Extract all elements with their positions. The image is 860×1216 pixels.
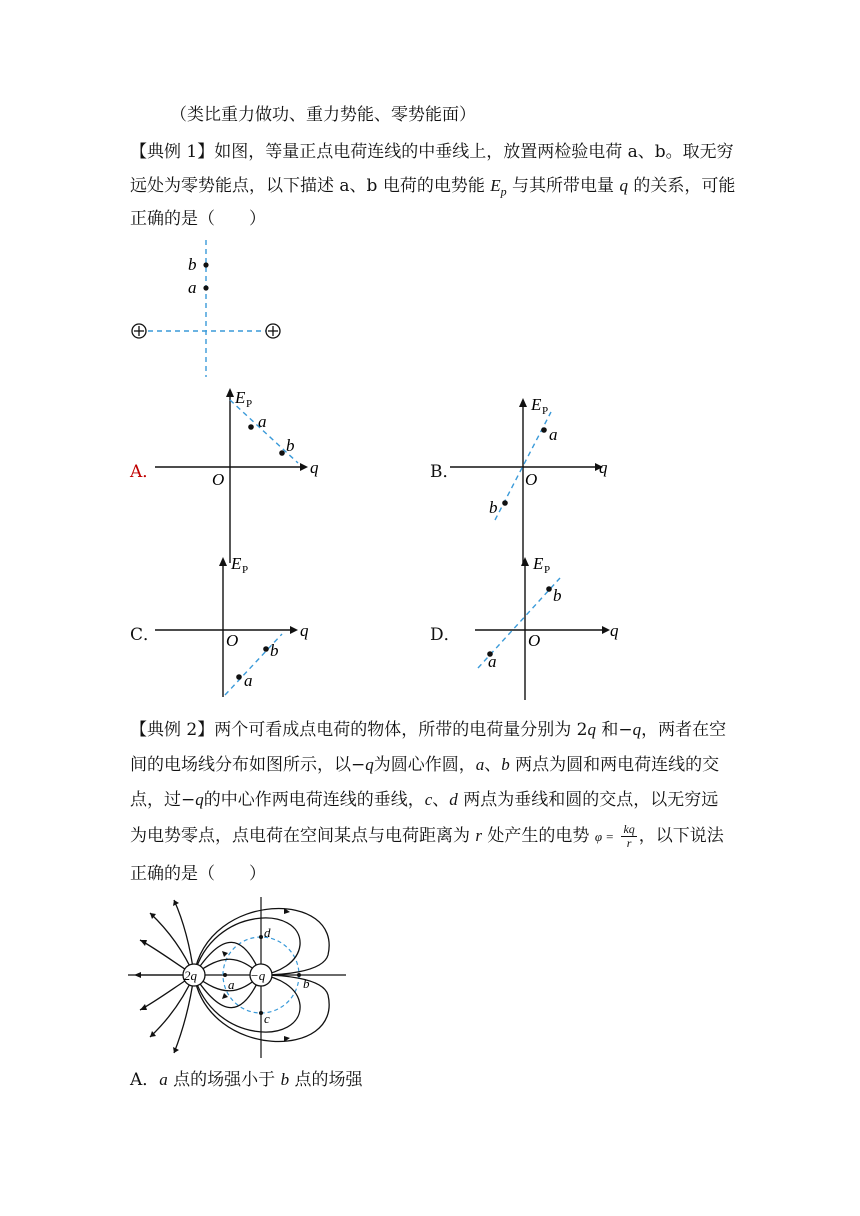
svg-text:b: b: [553, 586, 562, 605]
ex1-line3: 正确的是（ ）: [130, 209, 266, 229]
svg-text:E: E: [533, 554, 544, 573]
label-a: a: [188, 278, 197, 297]
svg-text:c: c: [264, 1011, 270, 1026]
ex2-field-figure: [128, 895, 348, 1060]
svg-text:P: P: [544, 564, 551, 576]
svg-text:q: q: [599, 458, 608, 477]
svg-text:a: a: [228, 977, 235, 992]
svg-text:b: b: [270, 641, 279, 660]
option-a-graph: [150, 385, 340, 565]
ex2-line3: 点，过−q的中心作两电荷连线的垂线，c、d 两点为垂线和圆的交点，以无穷远: [130, 790, 719, 810]
svg-text:P: P: [246, 398, 253, 410]
svg-text:a: a: [244, 671, 253, 690]
svg-text:P: P: [542, 405, 549, 417]
svg-text:E: E: [531, 395, 542, 414]
option-d-label: D．: [430, 625, 461, 645]
ex1-line1: 【典例 1】如图，等量正点电荷连线的中垂线上，放置两检验电荷 a、b。取无穷: [130, 142, 734, 162]
intro-line: （类比重力做功、重力势能、零势能面）: [170, 105, 476, 125]
option-c-graph: [150, 552, 340, 702]
svg-text:q: q: [310, 458, 319, 477]
option-b-graph: [445, 385, 635, 565]
svg-text:b: b: [303, 976, 310, 991]
ex2-line4: 为电势零点，点电荷在空间某点与电荷距离为 r 处产生的电势 φ = $\frac{kq}{r}$ ，以下说法: [130, 822, 724, 850]
svg-text:O: O: [525, 470, 538, 489]
svg-text:−q: −q: [250, 968, 266, 983]
svg-text:b: b: [489, 498, 498, 517]
svg-text:E: E: [231, 554, 242, 573]
svg-text:q: q: [300, 621, 309, 640]
svg-text:b: b: [286, 436, 295, 455]
svg-text:a: a: [488, 652, 497, 671]
svg-text:O: O: [528, 631, 541, 650]
svg-text:a: a: [258, 412, 267, 431]
option-d-graph: [470, 552, 640, 702]
svg-text:O: O: [226, 631, 239, 650]
svg-text:a: a: [549, 425, 558, 444]
point-b: [203, 262, 208, 267]
svg-text:q: q: [610, 621, 619, 640]
option-a-label: A．: [130, 462, 160, 482]
ex2-line5: 正确的是（ ）: [130, 864, 266, 884]
svg-text:d: d: [264, 925, 271, 940]
ex1-line2: 远处为零势能点，以下描述 a、b 电荷的电势能 $E_p$ 与其所带电量 q 的关系，可能: [130, 176, 736, 199]
option-c-label: C．: [130, 625, 161, 645]
svg-text:2q: 2q: [184, 968, 197, 983]
svg-text:P: P: [242, 564, 249, 576]
svg-text:O: O: [212, 470, 225, 489]
point-a: [203, 285, 208, 290]
option-b-label: B．: [430, 462, 460, 482]
ex2-line2: 间的电场线分布如图所示，以−q为圆心作圆，a、b 两点为圆和两电荷连线的交: [130, 755, 720, 775]
svg-text:E: E: [235, 388, 246, 407]
ex2-option-a: A．a 点的场强小于 b 点的场强: [130, 1070, 363, 1090]
ex1-charge-figure: [125, 235, 295, 380]
ex2-line1: 【典例 2】两个可看成点电荷的物体，所带的电荷量分别为 2q 和−q，两者在空: [130, 720, 727, 740]
label-b: b: [188, 255, 197, 274]
